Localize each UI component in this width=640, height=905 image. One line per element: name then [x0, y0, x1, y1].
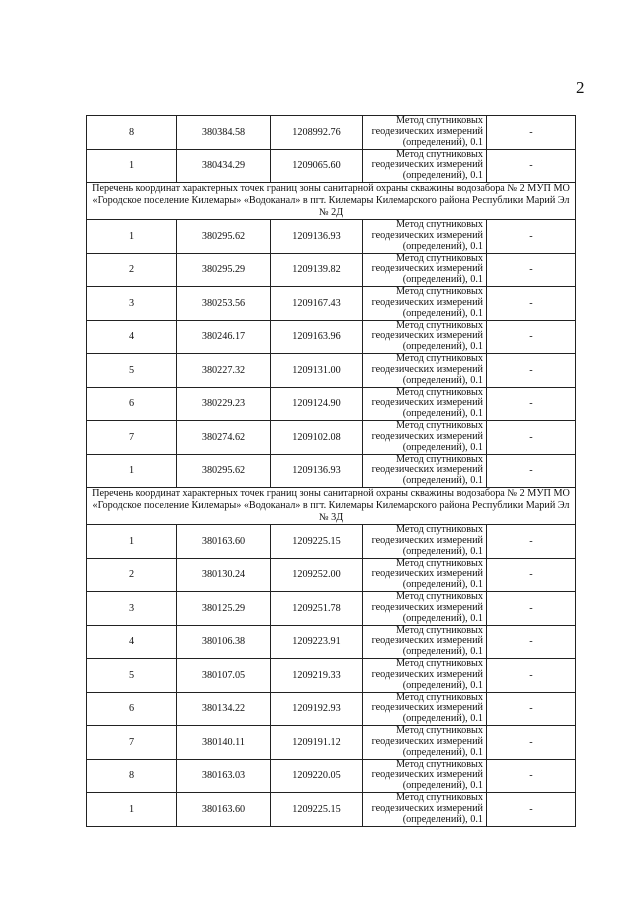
- coordinate-x: 380140.11: [177, 726, 271, 760]
- method-line: геодезических измерений: [371, 363, 483, 375]
- point-number: 7: [87, 726, 177, 760]
- method-line: Метод спутниковых: [396, 792, 483, 804]
- method-cell: [363, 592, 487, 626]
- method-line: (определений), 0.1: [402, 646, 483, 658]
- method-line: геодезических измерений: [371, 702, 483, 714]
- method-line: геодезических измерений: [371, 263, 483, 275]
- table-row: [87, 220, 576, 254]
- method-line: геодезических измерений: [371, 397, 483, 409]
- method-cell: [363, 625, 487, 659]
- method-line: Метод спутниковых: [396, 691, 483, 703]
- table-row: [87, 354, 576, 388]
- method-cell: [363, 692, 487, 726]
- coordinate-x: 380134.22: [177, 692, 271, 726]
- method-line: (определений), 0.1: [402, 136, 483, 148]
- empty-value: -: [487, 759, 576, 793]
- method-line: Метод спутниковых: [396, 453, 483, 465]
- coordinate-y: 1209136.93: [271, 220, 363, 254]
- table-row: [87, 558, 576, 592]
- coordinate-y: 1209252.00: [271, 558, 363, 592]
- empty-value: -: [487, 525, 576, 559]
- coordinate-x: 380295.62: [177, 454, 271, 488]
- empty-value: -: [487, 692, 576, 726]
- coordinate-x: 380229.23: [177, 387, 271, 421]
- method-cell: [363, 421, 487, 455]
- coordinate-x: 380274.62: [177, 421, 271, 455]
- method-cell: [363, 287, 487, 321]
- method-line: (определений), 0.1: [402, 713, 483, 725]
- group-caption: Перечень координат характерных точек границ зоны санитарной охраны скважины водозабора № 2 МУП МО «Городское поселение Килемары» «Водоканал» в пгт. Килемары Килемарского района Республики Марий Эл № 2Д: [87, 183, 576, 220]
- method-cell: [363, 558, 487, 592]
- method-line: Метод спутниковых: [396, 758, 483, 770]
- table-row: [87, 387, 576, 421]
- method-line: (определений), 0.1: [402, 746, 483, 758]
- method-cell: [363, 525, 487, 559]
- method-cell: [363, 354, 487, 388]
- method-line: (определений), 0.1: [402, 341, 483, 353]
- table-row: [87, 253, 576, 287]
- point-number: 1: [87, 525, 177, 559]
- method-line: (определений), 0.1: [402, 408, 483, 420]
- coordinate-x: 380125.29: [177, 592, 271, 626]
- method-line: геодезических измерений: [371, 635, 483, 647]
- coordinate-x: 380106.38: [177, 625, 271, 659]
- coordinate-x: 380227.32: [177, 354, 271, 388]
- coordinate-y: 1208992.76: [271, 116, 363, 150]
- coordinates-table: [86, 115, 576, 827]
- table-row: [87, 659, 576, 693]
- method-line: Метод спутниковых: [396, 386, 483, 398]
- method-line: (определений), 0.1: [402, 475, 483, 487]
- point-number: 4: [87, 320, 177, 354]
- empty-value: -: [487, 220, 576, 254]
- method-line: геодезических измерений: [371, 464, 483, 476]
- method-line: Метод спутниковых: [396, 591, 483, 603]
- method-line: геодезических измерений: [371, 668, 483, 680]
- coordinate-y: 1209136.93: [271, 454, 363, 488]
- point-number: 6: [87, 692, 177, 726]
- method-line: геодезических измерений: [371, 802, 483, 814]
- method-cell: [363, 793, 487, 827]
- method-line: геодезических измерений: [371, 568, 483, 580]
- table-row: [87, 525, 576, 559]
- coordinate-x: 380107.05: [177, 659, 271, 693]
- coordinate-y: 1209191.12: [271, 726, 363, 760]
- coordinate-x: 380246.17: [177, 320, 271, 354]
- method-line: (определений), 0.1: [402, 813, 483, 825]
- page-number: 2: [576, 78, 585, 97]
- coordinate-x: 380163.60: [177, 525, 271, 559]
- empty-value: -: [487, 592, 576, 626]
- coordinate-y: 1209102.08: [271, 421, 363, 455]
- method-cell: [363, 116, 487, 150]
- empty-value: -: [487, 454, 576, 488]
- coordinate-y: 1209131.00: [271, 354, 363, 388]
- coordinate-x: 380295.29: [177, 253, 271, 287]
- method-line: Метод спутниковых: [396, 557, 483, 569]
- table-row: [87, 759, 576, 793]
- method-line: Метод спутниковых: [396, 658, 483, 670]
- method-line: Метод спутниковых: [396, 319, 483, 331]
- method-cell: [363, 726, 487, 760]
- empty-value: -: [487, 421, 576, 455]
- coordinate-x: 380295.62: [177, 220, 271, 254]
- point-number: 4: [87, 625, 177, 659]
- coordinate-y: 1209139.82: [271, 253, 363, 287]
- method-cell: [363, 454, 487, 488]
- method-line: Метод спутниковых: [396, 148, 483, 160]
- coordinate-x: 380434.29: [177, 149, 271, 183]
- table-row: [87, 421, 576, 455]
- method-line: геодезических измерений: [371, 296, 483, 308]
- method-line: (определений), 0.1: [402, 679, 483, 691]
- point-number: 7: [87, 421, 177, 455]
- method-line: Метод спутниковых: [396, 252, 483, 264]
- method-line: геодезических измерений: [371, 534, 483, 546]
- table-row: [87, 320, 576, 354]
- point-number: 1: [87, 454, 177, 488]
- method-line: Метод спутниковых: [396, 286, 483, 298]
- group-caption-row: [87, 488, 576, 525]
- method-line: Метод спутниковых: [396, 219, 483, 231]
- point-number: 8: [87, 116, 177, 150]
- point-number: 5: [87, 354, 177, 388]
- point-number: 2: [87, 558, 177, 592]
- point-number: 5: [87, 659, 177, 693]
- empty-value: -: [487, 320, 576, 354]
- table-row: [87, 625, 576, 659]
- method-line: (определений), 0.1: [402, 612, 483, 624]
- method-cell: [363, 253, 487, 287]
- coordinate-y: 1209225.15: [271, 525, 363, 559]
- method-line: Метод спутниковых: [396, 115, 483, 127]
- coordinate-y: 1209065.60: [271, 149, 363, 183]
- empty-value: -: [487, 625, 576, 659]
- point-number: 1: [87, 793, 177, 827]
- method-line: Метод спутниковых: [396, 353, 483, 365]
- method-line: (определений), 0.1: [402, 307, 483, 319]
- coordinate-x: 380253.56: [177, 287, 271, 321]
- coordinate-x: 380163.60: [177, 793, 271, 827]
- method-line: Метод спутниковых: [396, 524, 483, 536]
- method-line: геодезических измерений: [371, 601, 483, 613]
- method-line: (определений), 0.1: [402, 579, 483, 591]
- table-row: [87, 454, 576, 488]
- point-number: 3: [87, 287, 177, 321]
- method-line: геодезических измерений: [371, 330, 483, 342]
- method-line: Метод спутниковых: [396, 725, 483, 737]
- method-line: (определений), 0.1: [402, 240, 483, 252]
- point-number: 1: [87, 149, 177, 183]
- point-number: 3: [87, 592, 177, 626]
- coordinate-x: 380163.03: [177, 759, 271, 793]
- empty-value: -: [487, 558, 576, 592]
- table-row: [87, 793, 576, 827]
- empty-value: -: [487, 116, 576, 150]
- table-row: [87, 116, 576, 150]
- method-line: (определений), 0.1: [402, 780, 483, 792]
- method-line: геодезических измерений: [371, 735, 483, 747]
- table-row: [87, 592, 576, 626]
- method-line: (определений), 0.1: [402, 170, 483, 182]
- group-caption: Перечень координат характерных точек границ зоны санитарной охраны скважины водозабора № 2 МУП МО «Городское поселение Килемары» «Водоканал» в пгт. Килемары Килемарского района Республики Марий Эл № 3Д: [87, 488, 576, 525]
- table-row: [87, 692, 576, 726]
- method-line: (определений), 0.1: [402, 374, 483, 386]
- method-cell: [363, 659, 487, 693]
- empty-value: -: [487, 387, 576, 421]
- empty-value: -: [487, 149, 576, 183]
- point-number: 8: [87, 759, 177, 793]
- empty-value: -: [487, 287, 576, 321]
- method-line: геодезических измерений: [371, 159, 483, 171]
- method-cell: [363, 220, 487, 254]
- method-line: (определений), 0.1: [402, 545, 483, 557]
- coordinate-y: 1209219.33: [271, 659, 363, 693]
- coordinate-y: 1209225.15: [271, 793, 363, 827]
- method-line: геодезических измерений: [371, 229, 483, 241]
- method-cell: [363, 149, 487, 183]
- empty-value: -: [487, 354, 576, 388]
- coordinate-x: 380130.24: [177, 558, 271, 592]
- table-row: [87, 149, 576, 183]
- method-line: геодезических измерений: [371, 125, 483, 137]
- coordinate-x: 380384.58: [177, 116, 271, 150]
- empty-value: -: [487, 659, 576, 693]
- coordinate-y: 1209220.05: [271, 759, 363, 793]
- point-number: 1: [87, 220, 177, 254]
- group-caption-row: [87, 183, 576, 220]
- point-number: 2: [87, 253, 177, 287]
- method-cell: [363, 759, 487, 793]
- coordinate-y: 1209223.91: [271, 625, 363, 659]
- coordinate-y: 1209251.78: [271, 592, 363, 626]
- method-line: геодезических измерений: [371, 769, 483, 781]
- empty-value: -: [487, 726, 576, 760]
- table-row: [87, 287, 576, 321]
- empty-value: -: [487, 253, 576, 287]
- method-line: Метод спутниковых: [396, 624, 483, 636]
- empty-value: -: [487, 793, 576, 827]
- method-line: (определений), 0.1: [402, 441, 483, 453]
- coordinate-y: 1209163.96: [271, 320, 363, 354]
- table-row: [87, 726, 576, 760]
- method-cell: [363, 320, 487, 354]
- method-line: Метод спутниковых: [396, 420, 483, 432]
- point-number: 6: [87, 387, 177, 421]
- coordinate-y: 1209167.43: [271, 287, 363, 321]
- method-cell: [363, 387, 487, 421]
- coordinate-y: 1209192.93: [271, 692, 363, 726]
- coordinate-y: 1209124.90: [271, 387, 363, 421]
- method-line: геодезических измерений: [371, 430, 483, 442]
- method-line: (определений), 0.1: [402, 274, 483, 286]
